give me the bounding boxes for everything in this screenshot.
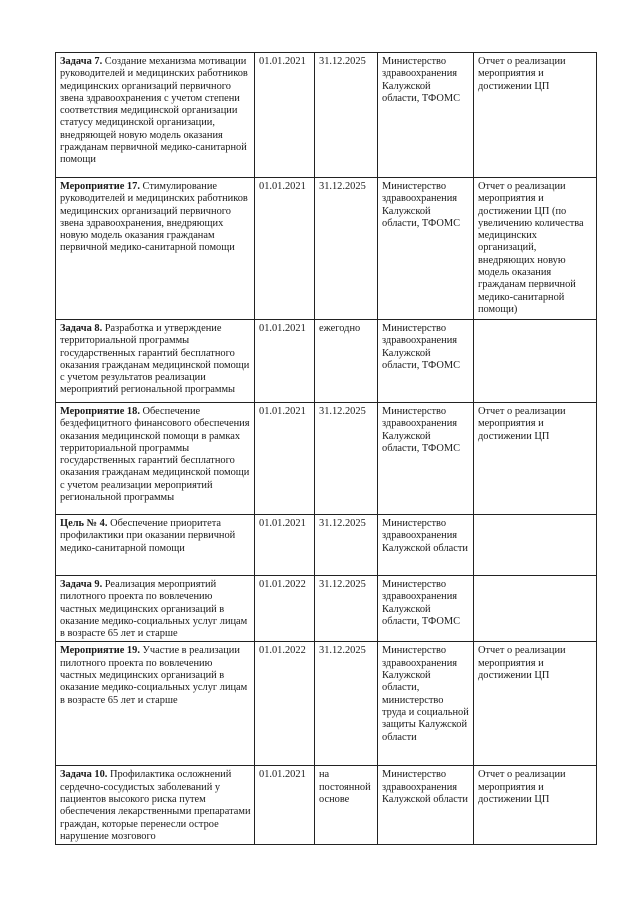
end-date-cell: 31.12.2025: [315, 515, 378, 576]
table-row: [56, 53, 597, 178]
item-label: Задача 9.: [60, 579, 103, 590]
report-cell: [474, 576, 597, 642]
table-row: [56, 515, 597, 576]
item-label: Задача 8.: [60, 323, 103, 334]
item-name-cell: [56, 53, 255, 178]
report-cell: Отчет о реализации мероприятия и достижении ЦП (по увеличению количества медицинских организаций, внедряющих новую модель оказания гражданам первичной медико-санитарной помощи): [474, 178, 597, 320]
item-label: Мероприятие 17.: [60, 181, 140, 192]
table-row: [56, 766, 597, 845]
executor-cell: Министерство здравоохранения Калужской области, ТФОМС: [378, 403, 474, 515]
executor-cell: Министерство здравоохранения Калужской области: [378, 766, 474, 845]
start-date-cell: 01.01.2021: [255, 320, 315, 403]
plan-table: [55, 52, 597, 845]
item-name-cell: [56, 178, 255, 320]
item-text: Создание механизма мотивации руководителей и медицинских работников медицинских организаций первичного звена здравоохранения с учетом степени соответствия медицинской организации статусу медицинской организации, внедряющей новую модель оказания гражданам первичной медико-санитарной помощи: [60, 56, 248, 166]
table-row: [56, 403, 597, 515]
item-label: Цель № 4.: [60, 518, 108, 529]
item-label: Мероприятие 19.: [60, 645, 140, 657]
executor-cell: Министерство здравоохранения Калужской области: [378, 515, 474, 576]
item-text: Участие в реализации пилотного проекта по вовлечению частных медицинских организаций в оказание медико-социальных услуг лицам в возрасте 65 лет и старше: [60, 645, 248, 706]
item-text: Разработка и утверждение территориальной программы государственных гарантий бесплатного оказания гражданам медицинской помощи с учетом результатов реализации мероприятий региональной программы: [60, 323, 250, 396]
table-row: [56, 642, 597, 766]
item-text: Обеспечение бездефицитного финансового обеспечения оказания медицинской помощи в рамках территориальной программы государственных гарантий бесплатного оказания гражданам медицинской помощи с учетом реализации мероприятий региональной программы: [60, 406, 250, 504]
item-name-cell: [56, 642, 255, 766]
start-date-cell: 01.01.2021: [255, 178, 315, 320]
item-label: Мероприятие 18.: [60, 406, 140, 417]
start-date-cell: 01.01.2021: [255, 53, 315, 178]
executor-cell: Министерство здравоохранения Калужской области, ТФОМС: [378, 178, 474, 320]
item-label: Задача 10.: [60, 769, 108, 781]
item-label: Задача 7.: [60, 56, 103, 67]
item-name-cell: [56, 515, 255, 576]
item-text: Профилактика осложнений сердечно-сосудистых заболеваний у пациентов высокого риска путем обеспечения лекарственными препаратами граждан, которые перенесли острое нарушение мозгового: [60, 769, 251, 842]
report-cell: Отчет о реализации мероприятия и достижении ЦП: [474, 642, 597, 766]
start-date-cell: 01.01.2021: [255, 766, 315, 845]
executor-cell: Министерство здравоохранения Калужской области, ТФОМС: [378, 576, 474, 642]
item-text: Обеспечение приоритета профилактики при оказании первичной медико-санитарной помощи: [60, 518, 236, 554]
end-date-cell: ежегодно: [315, 320, 378, 403]
plan-table-body: [56, 53, 597, 845]
end-date-cell: 31.12.2025: [315, 576, 378, 642]
executor-cell: Министерство здравоохранения Калужской области, ТФОМС: [378, 320, 474, 403]
report-cell: [474, 320, 597, 403]
table-row: [56, 178, 597, 320]
table-row: [56, 320, 597, 403]
report-cell: Отчет о реализации мероприятия и достижении ЦП: [474, 403, 597, 515]
report-cell: Отчет о реализации мероприятия и достижении ЦП: [474, 766, 597, 845]
end-date-cell: 31.12.2025: [315, 403, 378, 515]
end-date-cell: 31.12.2025: [315, 178, 378, 320]
end-date-cell: 31.12.2025: [315, 642, 378, 766]
item-text: Стимулирование руководителей и медицинских работников медицинских организаций первичного звена здравоохранения, внедряющих новую модель оказания гражданам первичной медико-санитарной помощи: [60, 181, 248, 254]
item-name-cell: [56, 320, 255, 403]
end-date-cell: 31.12.2025: [315, 53, 378, 178]
item-name-cell: [56, 766, 255, 845]
executor-cell: Министерство здравоохранения Калужской области, министерство труда и социальной защиты Калужской области: [378, 642, 474, 766]
item-text: Реализация мероприятий пилотного проекта по вовлечению частных медицинских организаций в оказание медико-социальных услуг лицам в возрасте 65 лет и старше: [60, 579, 248, 640]
report-cell: Отчет о реализации мероприятия и достижении ЦП: [474, 53, 597, 178]
start-date-cell: 01.01.2021: [255, 515, 315, 576]
executor-cell: Министерство здравоохранения Калужской области, ТФОМС: [378, 53, 474, 178]
item-name-cell: [56, 576, 255, 642]
start-date-cell: 01.01.2022: [255, 576, 315, 642]
end-date-cell: на постоянной основе: [315, 766, 378, 845]
start-date-cell: 01.01.2021: [255, 403, 315, 515]
item-name-cell: [56, 403, 255, 515]
report-cell: [474, 515, 597, 576]
start-date-cell: 01.01.2022: [255, 642, 315, 766]
table-row: [56, 576, 597, 642]
